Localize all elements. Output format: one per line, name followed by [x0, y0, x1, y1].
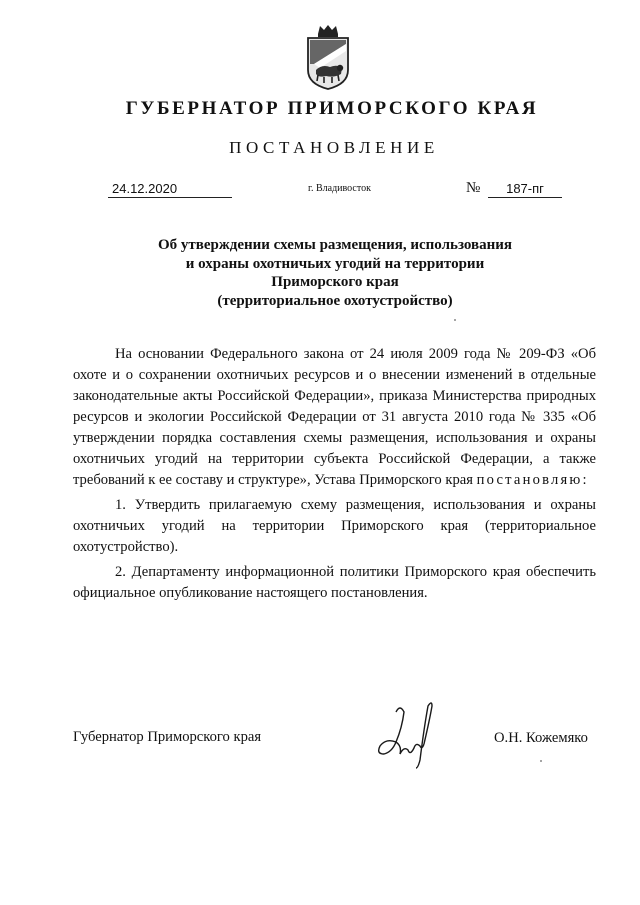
subject-line: и охраны охотничьих угодий на территории — [185, 255, 485, 272]
clause-1: 1. Утвердить прилагаемую схему размещения, использования и охраны охотничьих угодий на территории Приморского края (территориальное охотустройство). — [73, 497, 596, 555]
primorsky-krai-coat-of-arms-icon — [304, 24, 352, 90]
decree-word: постановляю: — [476, 472, 589, 488]
number-sign: № — [466, 180, 481, 196]
subject-line: Об утверждении схемы размещения, использования — [157, 237, 513, 253]
handwritten-signature — [366, 698, 450, 770]
preamble-text: На основании Федерального закона от 24 июля 2009 года № 209-ФЗ «Об охоте и о сохранении охотничьих ресурсов и о внесении изменений в отдельные законодательные акты Российской Федерации», приказа Министерства природных ресурсов и экологии Российской Федерации от 31 августа 2010 года № 335 «Об утверждении порядка составления схемы размещения, использования и охраны охотничьих угодий на территории субъекта Российской Федерации, а также требований к ее составу и структуре», Устава Приморского края — [73, 346, 596, 488]
document-type: ПОСТАНОВЛЕНИЕ — [229, 138, 439, 157]
scan-speck — [540, 760, 542, 762]
scan-speck — [454, 319, 456, 321]
preamble-paragraph — [73, 344, 596, 491]
subject-line: Приморского края — [271, 274, 399, 290]
clause-2: 2. Департаменту информационной политики Приморского края обеспечить официальное опубликование настоящего постановления. — [73, 564, 596, 601]
subject-line: (территориальное охотустройство) — [217, 292, 453, 309]
document-city: г. Владивосток — [308, 183, 371, 194]
document-body — [73, 344, 596, 604]
signatory-name: О.Н. Кожемяко — [494, 730, 588, 746]
document-number: 187-пг — [488, 181, 562, 198]
document-date: 24.12.2020 — [108, 181, 232, 198]
signatory-role: Губернатор Приморского края — [73, 729, 262, 745]
issuer-title: ГУБЕРНАТОР ПРИМОРСКОГО КРАЯ — [125, 98, 539, 119]
document-subject — [120, 236, 550, 310]
